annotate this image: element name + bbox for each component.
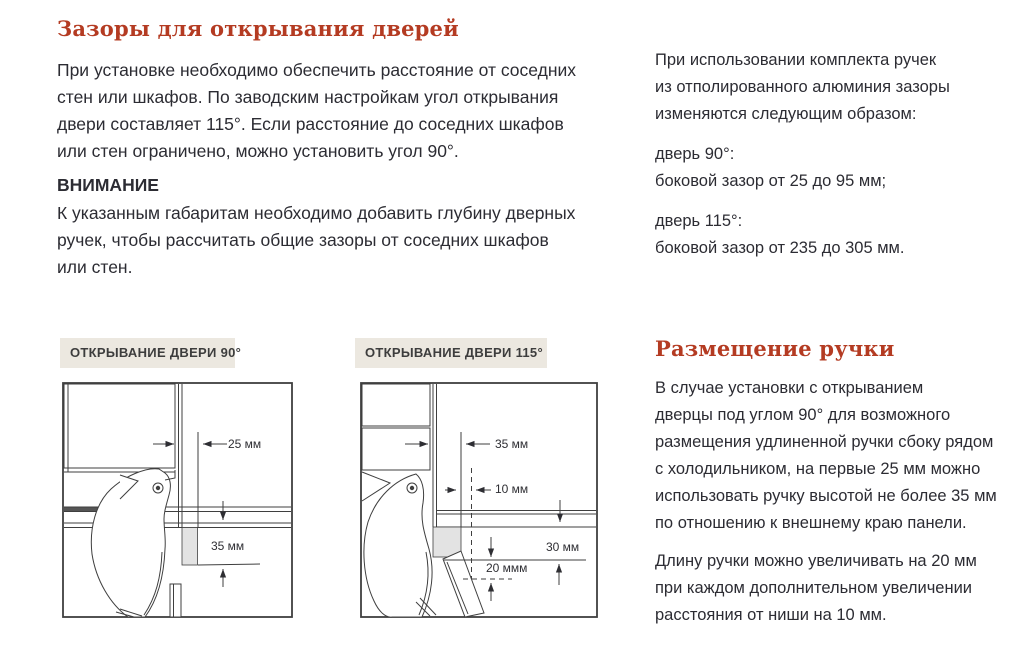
dimension-label-10mm: 10 мм <box>495 482 529 496</box>
placement-paragraph <box>655 375 997 537</box>
dimension-label-25mm: 25 мм <box>228 437 262 451</box>
door-115-value: боковой зазор от 235 до 305 мм. <box>655 239 905 257</box>
dimension-label-35mm: 35 мм <box>211 539 245 553</box>
warning-line: К указанным габаритам необходимо добавить глубину дверных <box>57 203 576 223</box>
intro-line: стен или шкафов. По заводским настройкам угол открывания <box>57 87 559 107</box>
gap-block <box>182 528 198 566</box>
handles-note-line: изменяются следующим образом: <box>655 105 917 123</box>
handle-length-paragraph <box>655 548 977 629</box>
counter-bands <box>437 511 597 528</box>
handles-note-line: При использовании комплекта ручек <box>655 51 937 69</box>
placement-title: Размещение ручки <box>655 336 895 361</box>
door-90-clearance <box>655 141 886 195</box>
handle-length-line: Длину ручки можно увеличивать на 20 мм <box>655 552 977 570</box>
diagram-115-drawing <box>361 383 597 617</box>
intro-line: При установке необходимо обеспечить расстояние от соседних <box>57 60 577 80</box>
dimension-label-35mm: 35 мм <box>495 437 529 451</box>
door-edge-bracket <box>170 584 181 617</box>
hinge-icon <box>407 483 417 493</box>
diagram-door-115 <box>360 382 598 618</box>
diagram-door-90 <box>62 382 293 618</box>
dimension-label-20mm: 20 ммм <box>486 561 528 575</box>
intro-paragraph <box>57 57 576 165</box>
door-outline <box>362 472 436 617</box>
intro-line: двери составляет 115°. Если расстояние до соседних шкафов <box>57 114 564 134</box>
warning-title: ВНИМАНИЕ <box>57 175 159 195</box>
intro-line: или стен ограничено, можно установить угол 90°. <box>57 141 459 161</box>
dimension-label-30mm: 30 мм <box>546 540 580 554</box>
hinge-icon <box>153 483 163 493</box>
handle-length-line: расстояния от ниши на 10 мм. <box>655 606 887 624</box>
diagram-90-label: ОТКРЫВАНИЕ ДВЕРИ 90° <box>60 338 235 368</box>
door-90-title: дверь 90°: <box>655 145 735 163</box>
handle-length-line: при каждом дополнительном увеличении <box>655 579 973 597</box>
placement-line: дверцы под углом 90° для возможного <box>655 406 951 424</box>
handles-note-paragraph <box>655 47 950 128</box>
placement-line: В случае установки с открыванием <box>655 379 924 397</box>
frame <box>63 383 292 617</box>
handles-note-line: из отполированного алюминия зазоры <box>655 78 950 96</box>
door-115-title: дверь 115°: <box>655 212 743 230</box>
placement-line: использовать ручку высотой не более 35 мм <box>655 487 997 505</box>
warning-line: или стен. <box>57 257 133 277</box>
placement-line: по отношению к внешнему краю панели. <box>655 514 967 532</box>
door-115-clearance <box>655 208 904 262</box>
placement-line: размещения удлиненной ручки сбоку рядом <box>655 433 994 451</box>
niche-wall <box>179 384 183 527</box>
warning-paragraph <box>57 200 575 281</box>
warning-line: ручек, чтобы рассчитать общие зазоры от соседних шкафов <box>57 230 549 250</box>
placement-line: с холодильником, на первые 25 мм можно <box>655 460 981 478</box>
door-90-value: боковой зазор от 25 до 95 мм; <box>655 172 887 190</box>
diagram-115-label: ОТКРЫВАНИЕ ДВЕРИ 115° <box>355 338 547 368</box>
niche-wall <box>433 384 437 527</box>
page-title: Зазоры для открывания дверей <box>57 16 459 41</box>
cabinet-block <box>362 384 430 470</box>
cabinet-block <box>64 384 175 472</box>
diagram-90-drawing <box>63 383 292 617</box>
door-panel-tilted <box>443 551 484 617</box>
